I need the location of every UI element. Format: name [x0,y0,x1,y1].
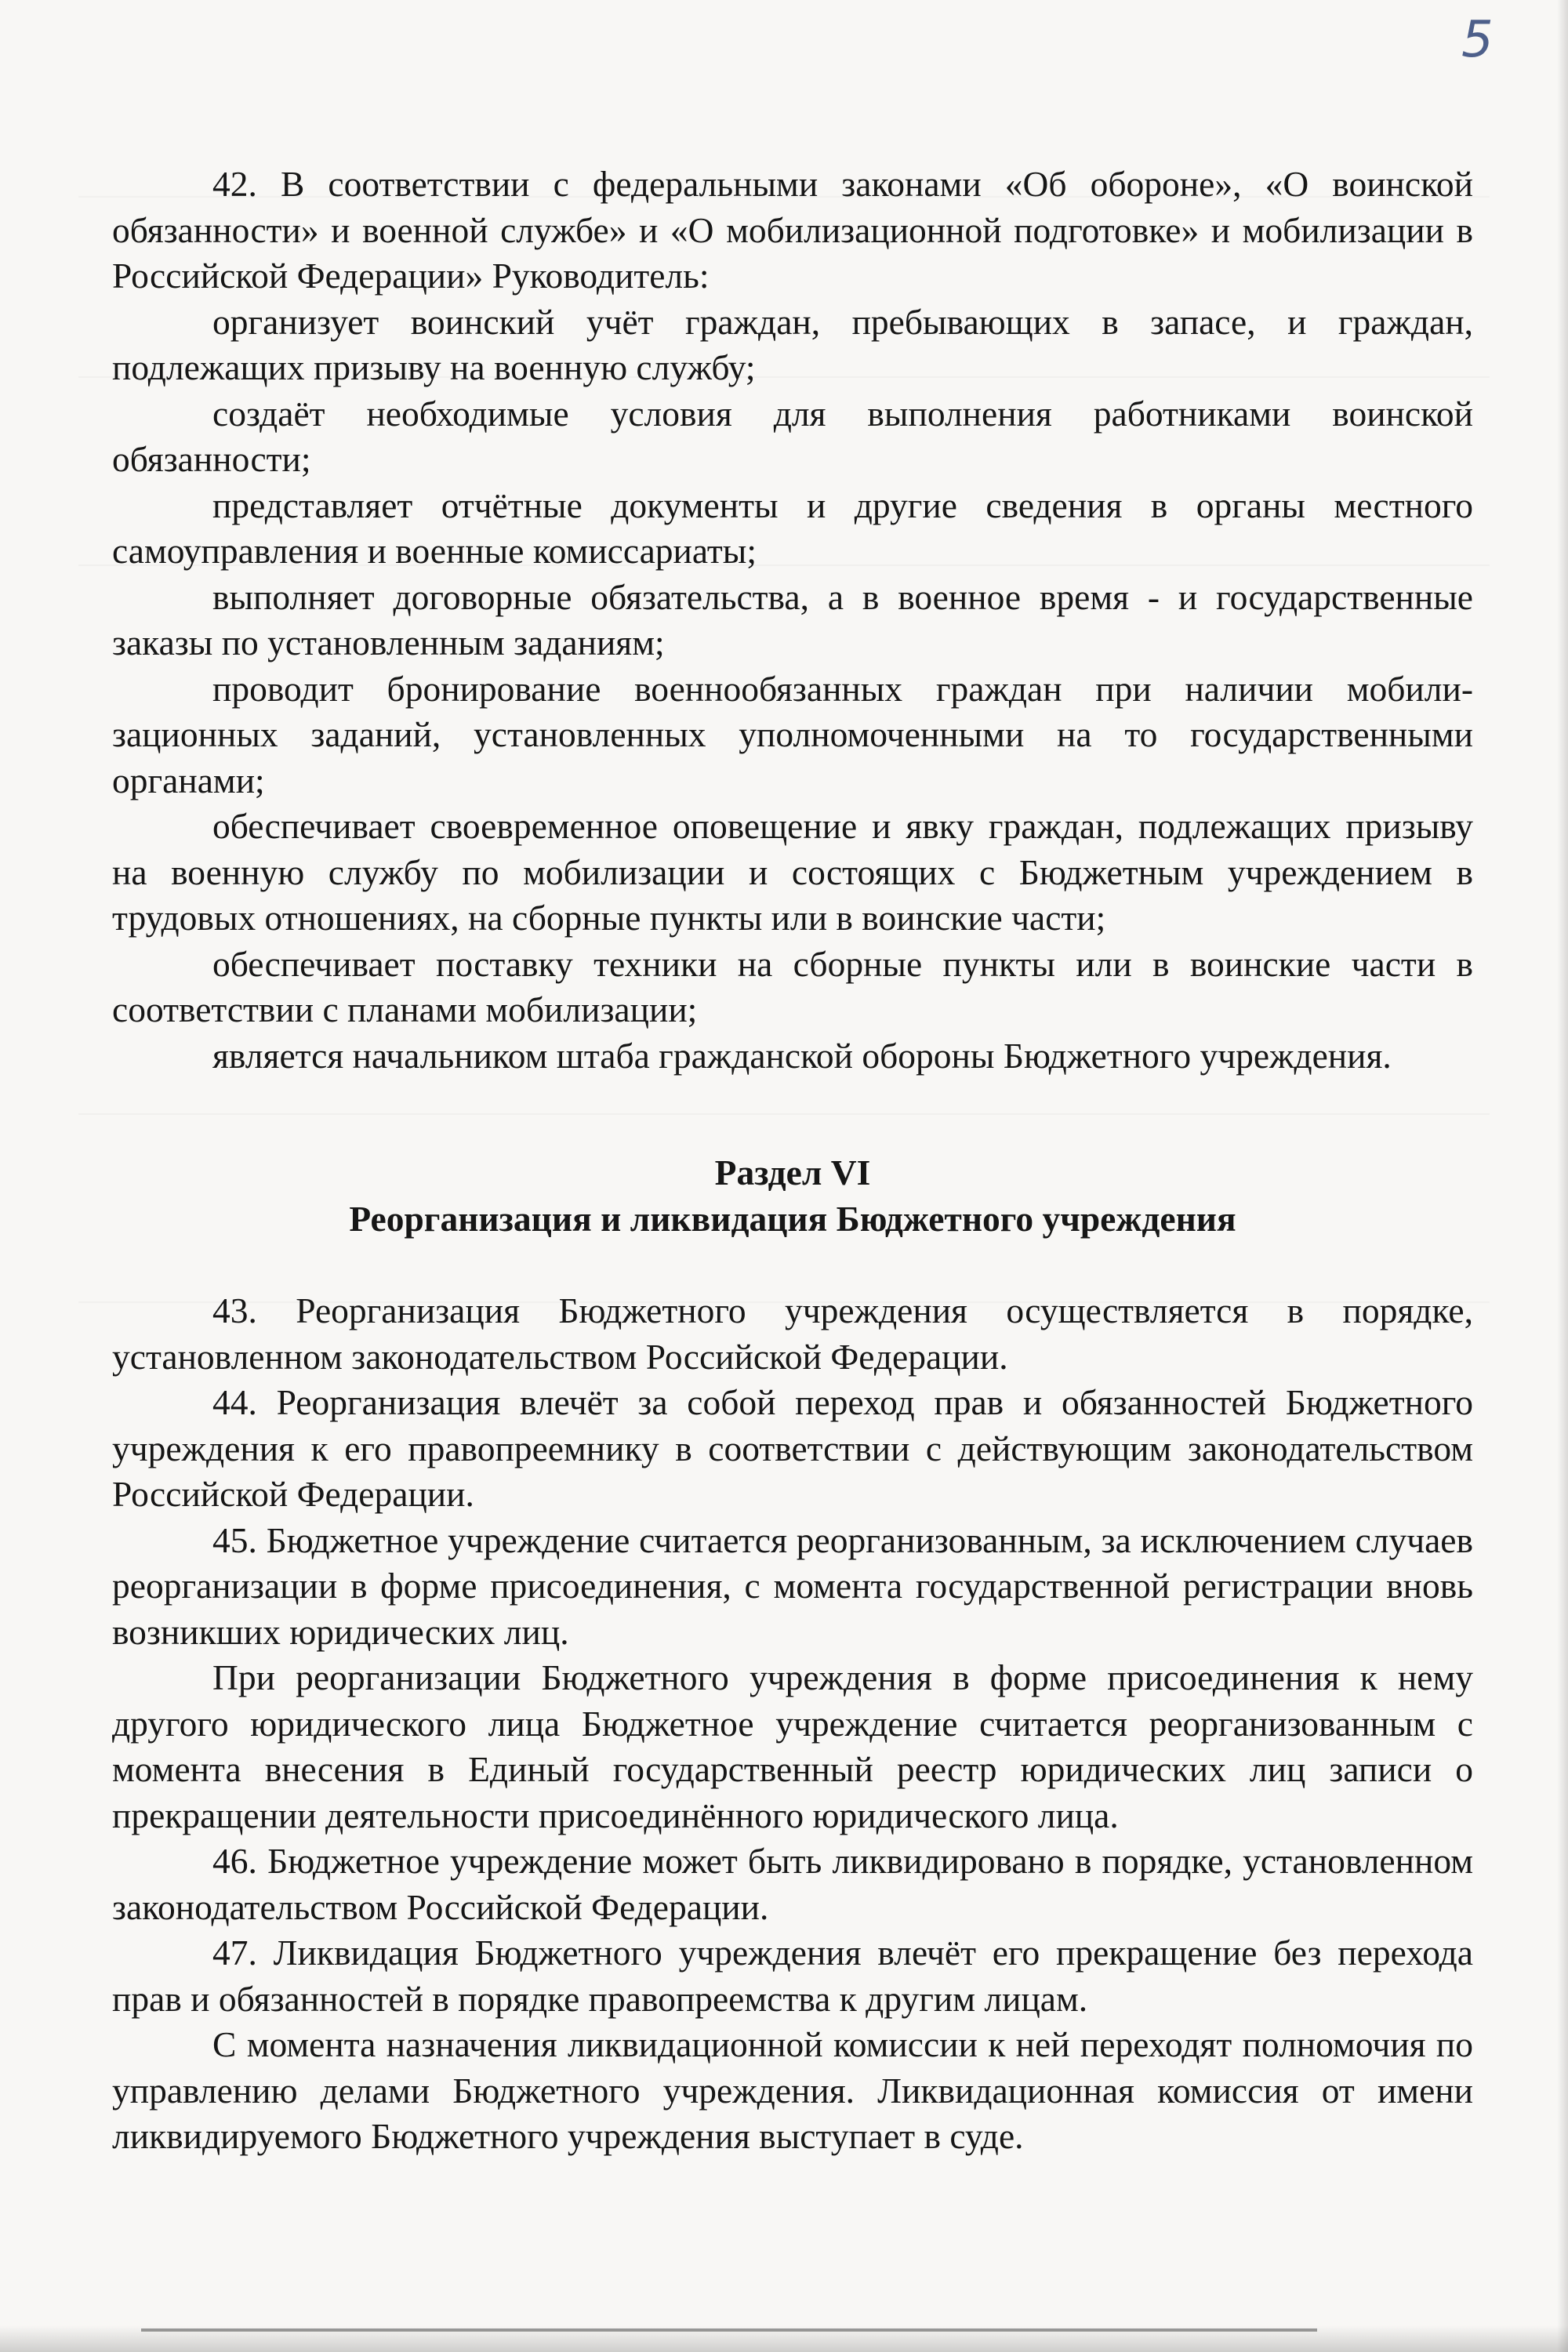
page-edge-shadow [1557,0,1568,2352]
paragraph-47-commission: С момента назначения ликвидационной комиссии к ней переходят полномочия по управлению делами Бюджетного учреждения. Ликвидационная комиссия от имени ликвидируемого Бюджетного учреждения выступает в суде. [112,2024,1473,2156]
duty-reservation: проводит бронирование военнообязанных граждан при наличии мобилизационных заданий, установленных уполномоченными на то государственными органами; [112,668,1473,800]
section-title: Реорганизация и ликвидация Бюджетного учреждения [349,1199,1236,1239]
paragraph-46: 46. Бюджетное учреждение может быть ликвидировано в порядке, установленном законодательством Российской Федерации. [112,1841,1473,1927]
paragraph-47: 47. Ликвидация Бюджетного учреждения влечёт его прекращение без перехода прав и обязанностей в порядке правопреемства к другим лицам. [112,1933,1473,2019]
paragraph-43: 43. Реорганизация Бюджетного учреждения осуществляется в порядке, установленном законодательством Российской Федерации. [112,1290,1473,1377]
duty-contracts: выполняет договорные обязательства, а в военное время - и государственные заказы по установленным заданиям; [112,576,1473,662]
section-heading [112,1149,1473,1242]
duty-military-registration: организует воинский учёт граждан, пребывающих в запасе, и граждан, подлежащих призыву на военную службу; [112,301,1473,387]
duty-civil-defense: является начальником штаба гражданской обороны Бюджетного учреждения. [212,1035,1392,1076]
duty-notification: обеспечивает своевременное оповещение и явку граждан, подлежащих призыву на военную службу по мобилизации и состоящих с Бюджетным учреждением в трудовых отношениях, на сборные пункты или в воинские части; [112,806,1473,938]
paragraph-42: 42. В соответствии с федеральными законами «Об обороне», «О воинской обязанности» и военной службе» и «О мобилизационной подготовке» и мобилизации в Российской Федерации» Руководитель: [112,164,1473,296]
scan-edge-line [141,2328,1317,2332]
section-number: Раздел VI [714,1152,871,1192]
paragraph-45: 45. Бюджетное учреждение считается реорганизованным, за исключением случаев реорганизации в форме присоединения, с момента государственной регистрации вновь возникших юридических лиц. [112,1519,1473,1652]
duty-reports: представляет отчётные документы и другие сведения в органы местного самоуправления и военные комиссариаты; [112,485,1473,571]
duty-conditions: создаёт необходимые условия для выполнения работниками воинской обязанности; [112,393,1473,479]
paragraph-45-merger: При реорганизации Бюджетного учреждения в форме присоединения к нему другого юридического лица Бюджетное учреждение считается реорганизованным с момента внесения в Единый государственный реестр юридических лиц записи о прекращении деятельности присоединённого юридического лица. [112,1657,1473,1835]
duty-equipment: обеспечивает поставку техники на сборные пункты или в воинские части в соответствии с планами мобилизации; [112,943,1473,1029]
document-text [112,162,1473,2160]
page-number: 5 [1461,11,1494,69]
paragraph-44: 44. Реорганизация влечёт за собой переход прав и обязанностей Бюджетного учреждения к его правопреемнику в соответствии с действующим законодательством Российской Федерации. [112,1382,1473,1514]
